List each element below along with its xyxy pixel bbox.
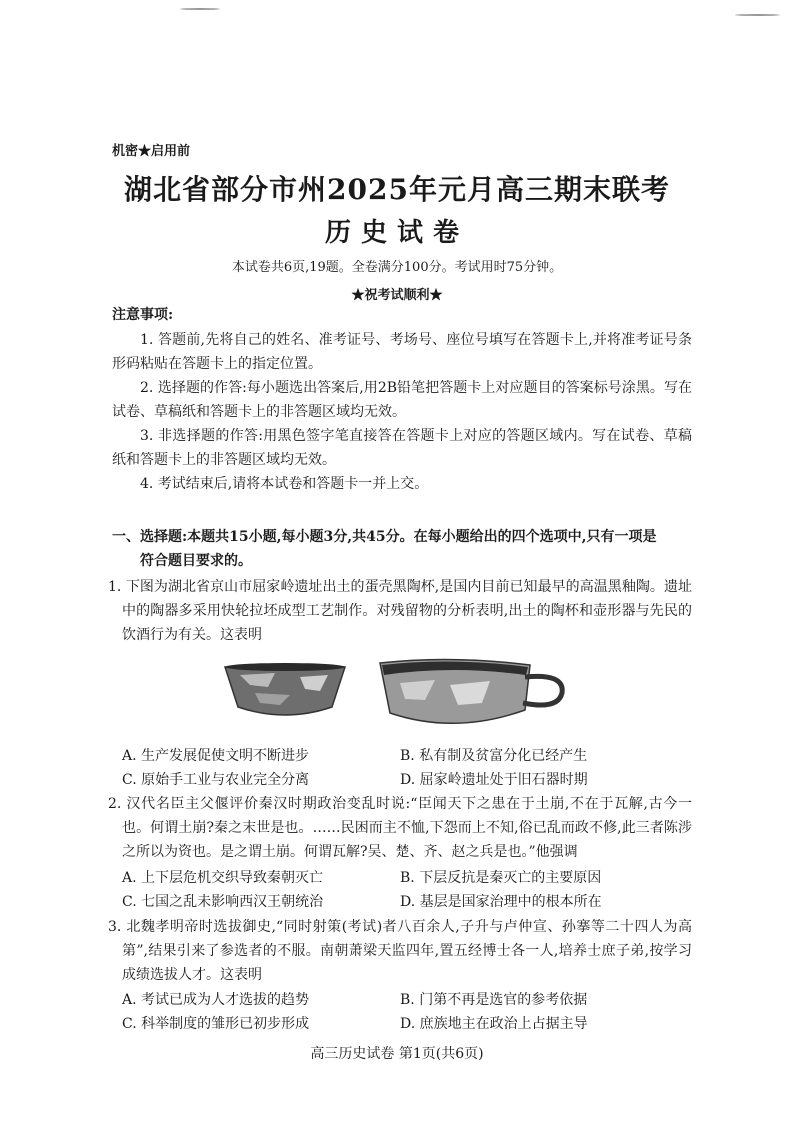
notice-heading: 注意事项: [112,307,174,323]
page-footer: 高三历史试卷 第1页(共6页) [310,1046,484,1062]
good-luck-line: ★祝考试顺利★ [351,288,443,303]
notice-item: 1. 答题前,先将自己的姓名、准考证号、考场号、座位号填写在答题卡上,并将准考证号条形码粘贴在答题卡上的指定位置。 [112,332,692,372]
answer-option[interactable]: D. 屈家岭遗址处于旧石器时期 [400,772,588,788]
answer-option[interactable]: B. 私有制及贫富分化已经产生 [400,748,588,764]
confidential-label: 机密★启用前 [112,144,191,159]
notice-item: 3. 非选择题的作答:用黑色签字笔直接答在答题卡上对应的答题区域内。写在试卷、草稿纸和答题卡上的非答题区域均无效。 [112,428,692,468]
notice-item: 4. 考试结束后,请将本试卷和答题卡一并上交。 [140,476,429,492]
exam-info: 本试卷共6页,19题。全卷满分100分。考试用时75分钟。 [231,260,563,275]
exam-title: 湖北省部分市州2025年元月高三期末联考 [124,173,670,206]
eggshell-cup-image [225,663,345,715]
section-line-2: 符合题目要求的。 [140,553,252,569]
question-stem: 3. 北魏孝明帝时选拔御史,“同时射策(考试)者八百余人,子升与卢仲宣、孙搴等二十四人为高第”,结果引来了参选者的不服。南朝萧梁天监四年,置五经博士各一人,培养士庶子弟,按学习成绩选拔人才。这表明 [108,919,692,983]
pottery-photos [220,655,580,735]
question-stem: 1. 下图为湖北省京山市屈家岭遗址出土的蛋壳黑陶杯,是国内目前已知最早的高温黑釉陶。遗址中的陶器多采用快轮拉坯成型工艺制作。对残留物的分析表明,出土的陶杯和壶形器与先民的饮酒行为有关。这表明 [108,579,692,643]
answer-option[interactable]: A. 考试已成为人才选拔的趋势 [122,992,310,1008]
answer-option[interactable]: C. 科举制度的雏形已初步形成 [122,1016,310,1032]
answer-option[interactable]: B. 下层反抗是秦灭亡的主要原因 [400,870,602,886]
answer-option[interactable]: D. 基层是国家治理中的根本所在 [400,894,602,910]
pottery-figure [220,655,580,735]
answer-option[interactable]: A. 生产发展促使文明不断进步 [122,748,310,764]
section-line-1: 一、选择题:本题共15小题,每小题3分,共45分。在每小题给出的四个选项中,只有一项是 [112,529,657,545]
answer-option[interactable]: C. 七国之乱未影响西汉王朝统治 [122,894,324,910]
section-heading [112,525,692,573]
handled-vessel-image [380,659,562,723]
answer-option[interactable]: D. 庶族地主在政治上占据主导 [400,1016,588,1032]
scan-speck [180,8,220,10]
notice-item: 2. 选择题的作答:每小题选出答案后,用2B铅笔把答题卡上对应题目的答案标号涂黑。写在试卷、草稿纸和答题卡上的非答题区域均无效。 [112,380,692,420]
answer-option[interactable]: A. 上下层危机交织导致秦朝灭亡 [122,870,324,886]
question-stem: 2. 汉代名臣主父偃评价秦汉时期政治变乱时说:“臣闻天下之患在于土崩,不在于瓦解,古今一也。何谓土崩?秦之末世是也。……民困而主不恤,下怨而上不知,俗已乱而政不修,此三者陈涉之所以为资也。是之谓土崩。何谓瓦解?吴、楚、齐、赵之兵是也。”他强调 [108,796,692,860]
answer-option[interactable]: B. 门第不再是选官的参考依据 [400,992,588,1008]
scan-speck [735,14,780,16]
exam-subject: 历史试卷 [324,218,469,248]
answer-option[interactable]: C. 原始手工业与农业完全分离 [122,772,310,788]
